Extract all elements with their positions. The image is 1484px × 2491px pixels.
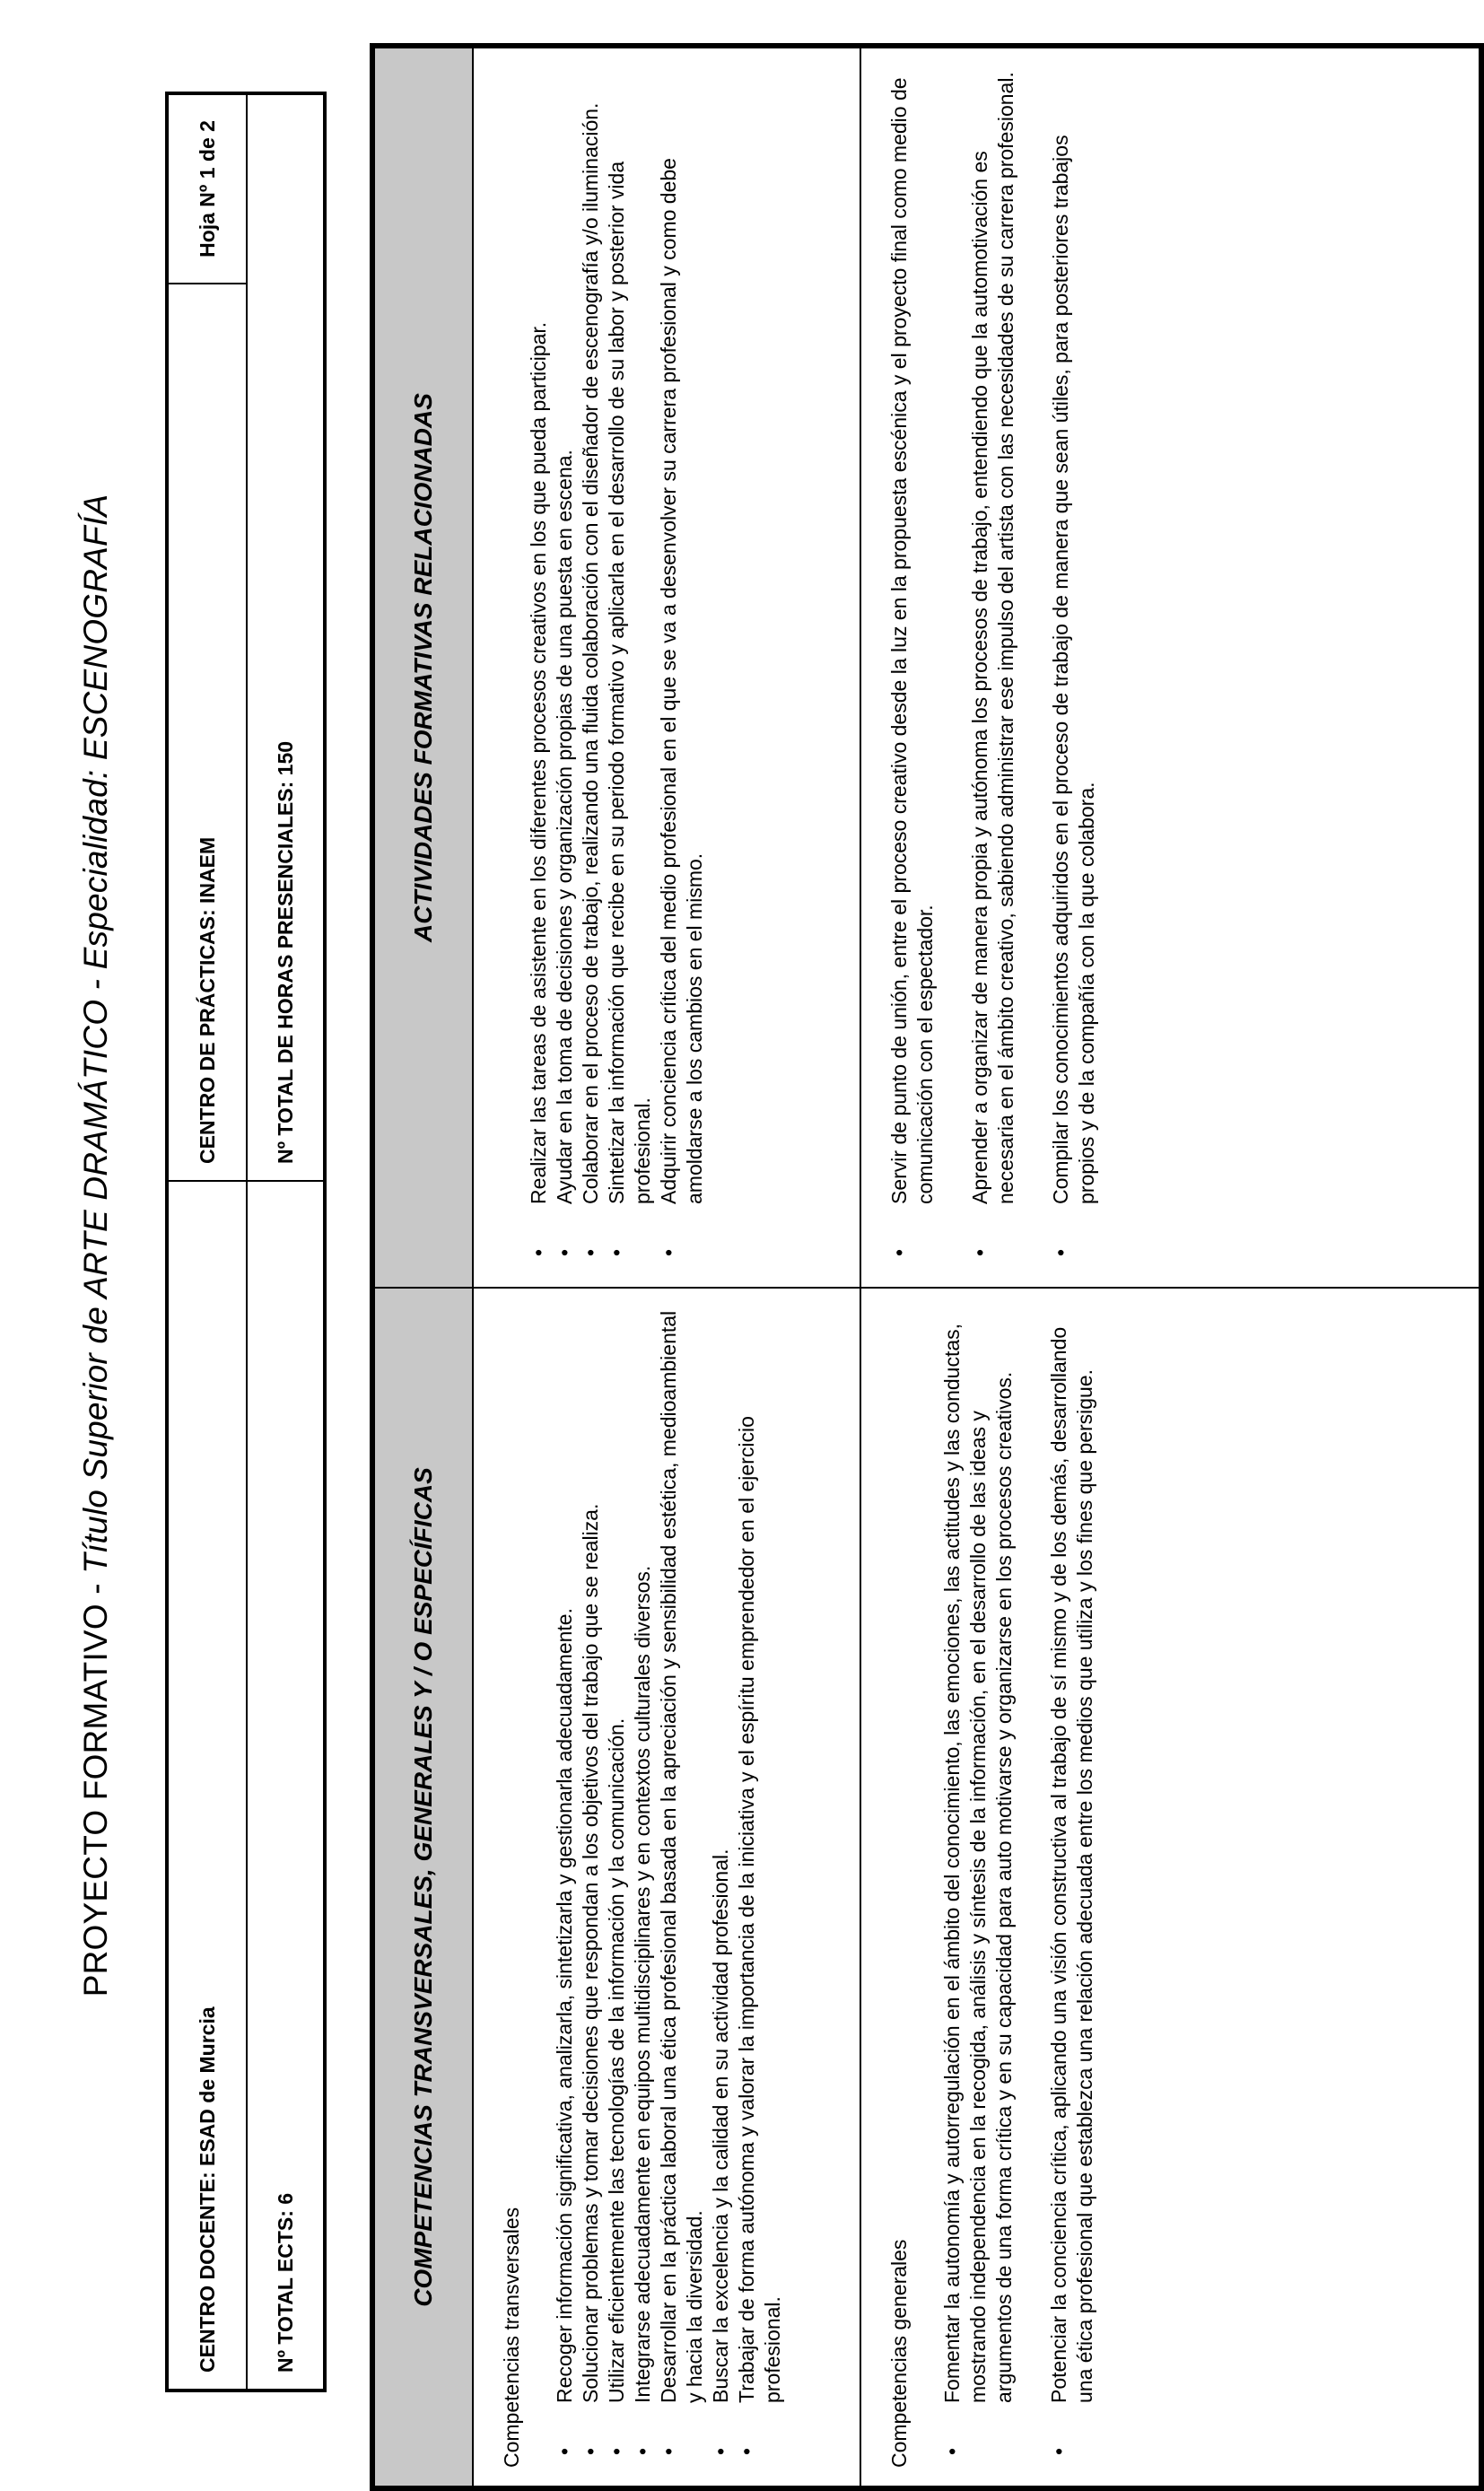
total-ects: Nº TOTAL ECTS: 6 <box>248 1180 323 2389</box>
total-horas: Nº TOTAL DE HORAS PRESENCIALES: 150 <box>273 740 297 1164</box>
list-item: • Trabajar de forma autónoma y valorar la importancia de la iniciativa y el espíritu emprendedor en el ejercicio profesional. <box>735 1416 784 2455</box>
list-competencias-transversales <box>552 1307 786 2468</box>
list-item: • Aprender a organizar de manera propia y autónoma los procesos de trabajo, entendiendo que la automotivación es necesaria en el ámbito creativo, sabiendo administrar ese impulso del artista con las necesidades de su carrera profesional. <box>968 72 1017 1256</box>
list-item: • Adquirir conciencia crítica del medio profesional en el que se va a desenvolver su carrera profesional y como debe amoldarse a los cambios en el mismo. <box>657 158 706 1256</box>
sheet-number: Hoja Nº 1 de 2 <box>169 95 248 283</box>
competencias-table <box>370 43 1484 2491</box>
col-header-actividades: ACTIVIDADES FORMATIVAS RELACIONADAS <box>375 48 474 1287</box>
cell-competencias-transversales <box>474 1287 861 2486</box>
header-box <box>165 92 327 2392</box>
list-item: • Fomentar la autonomía y autorregulación en el ámbito del conocimiento, las emociones, las actitudes y las conductas, mostrando independencia en la recogida, análisis y síntesis de la información, en el desarrollo de las ideas y argumentos de una forma crítica y en su capacidad para auto motivarse y organizarse en los procesos creativos. <box>940 1323 1016 2455</box>
list-item: • Integrarse adecuadamente en equipos multidisciplinares y en contextos culturales diversos. <box>631 1565 654 2455</box>
section-label: Competencias generales <box>887 2239 911 2468</box>
list-item: • Recoger información significativa, analizarla, sintetizarla y gestionarla adecuadamente. <box>553 1608 576 2455</box>
title-plain: PROYECTO FORMATIVO - <box>77 1573 114 1997</box>
section-label: Competencias transversales <box>500 2207 523 2468</box>
list-item: • Sintetizar la información que recibe en su periodo formativo y aplicarla en el desarrollo de su labor y posterior vida profesional. <box>605 161 654 1256</box>
list-item: • Potenciar la conciencia crítica, aplicando una visión constructiva al trabajo de sí mismo y de los demás, desarrollando una ética profesional que establezca una relación adecuada entre los medios que utiliza y los fines que persigue. <box>1047 1326 1096 2455</box>
col-header-competencias: COMPETENCIAS TRANSVERSALES, GENERALES Y / O ESPECÍFICAS <box>375 1287 474 2486</box>
list-competencias-generales <box>939 1307 1098 2468</box>
cell-actividades-1 <box>474 48 861 1287</box>
list-item: • Buscar la excelencia y la calidad en su actividad profesional. <box>709 1849 732 2455</box>
cell-actividades-2 <box>861 48 1479 1287</box>
title-italic: Título Superior de ARTE DRAMÁTICO - Especialidad: ESCENOGRAFÍA <box>77 494 114 1574</box>
list-item: • Desarrollar en la práctica laboral una ética profesional basada en la apreciación y sensibilidad estética, medioambiental y hacia la diversidad. <box>657 1310 706 2455</box>
list-item: • Solucionar problemas y tomar decisiones que respondan a los objetivos del trabajo que se realiza. <box>579 1503 602 2455</box>
centro-docente: CENTRO DOCENTE: ESAD de Murcia <box>169 1180 248 2389</box>
list-actividades-1 <box>526 66 708 1269</box>
list-item: • Realizar las tareas de asistente en los diferentes procesos creativos en los que pueda participar. <box>527 321 550 1256</box>
page-title <box>77 0 115 2491</box>
list-item: • Utilizar eficientemente las tecnologías de la información y la comunicación. <box>605 1717 628 2455</box>
list-item: • Ayudar en la toma de decisiones y organización propias de una puesta en escena. <box>553 450 576 1256</box>
list-item: • Colaborar en el proceso de trabajo, realizando una fluida colaboración con el diseñador de escenografía y/o iluminación. <box>579 102 602 1256</box>
centro-practicas: CENTRO DE PRÁCTICAS: INAEM <box>169 283 248 1180</box>
list-item: • Servir de punto de unión, entre el proceso creativo desde la luz en la propuesta escénica y el proyecto final como medio de comunicación con el espectador. <box>887 77 937 1256</box>
cell-competencias-generales <box>861 1287 1479 2486</box>
list-item: • Compilar los conocimientos adquiridos en el proceso de trabajo de manera que sean útiles, para posteriores trabajos propios y de la compañía con la que colabora. <box>1049 135 1098 1256</box>
list-actividades-2 <box>886 66 1100 1269</box>
